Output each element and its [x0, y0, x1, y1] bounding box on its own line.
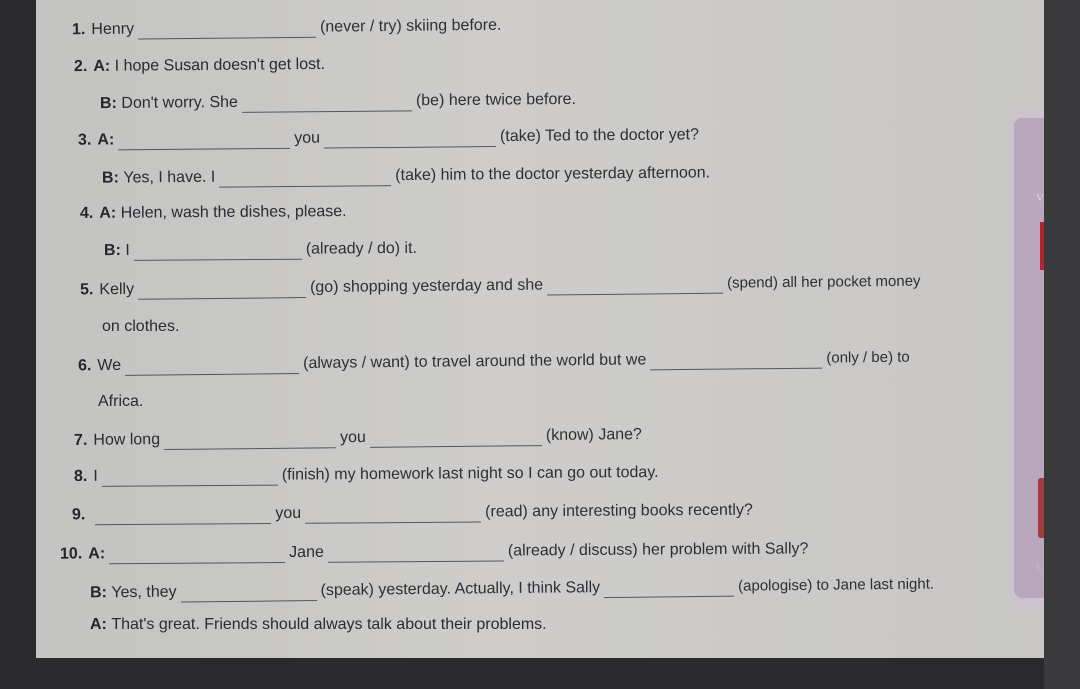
verb-hint: (only / be) to: [826, 348, 910, 367]
sentence-text: you: [294, 129, 321, 147]
answer-blank-10a[interactable]: [109, 548, 285, 564]
item-number: 6.: [77, 357, 92, 375]
side-tab-letter: L: [1036, 562, 1043, 574]
answer-blank-1[interactable]: [138, 23, 316, 40]
answer-blank-10c[interactable]: [181, 586, 317, 602]
exercise-9: [72, 501, 753, 526]
exercise-10-a: [60, 539, 809, 564]
speaker-label: A:: [90, 616, 107, 633]
sentence-text: Don't worry. She: [121, 93, 238, 112]
verb-hint: (read) any interesting books recently?: [485, 501, 753, 521]
verb-hint: (apologise) to Jane last night.: [738, 575, 935, 595]
sentence-text: I: [125, 241, 130, 259]
exercise-2-a: [74, 55, 325, 77]
answer-blank-6a[interactable]: [125, 359, 299, 376]
speaker-label: A:: [93, 57, 111, 75]
answer-blank-9a[interactable]: [95, 509, 271, 525]
verb-hint: (go) shopping yesterday and she: [309, 276, 544, 296]
answer-blank-10d[interactable]: [604, 582, 734, 598]
item-number: 4.: [79, 204, 94, 222]
item-number: 2.: [73, 57, 88, 76]
verb-hint: (speak) yesterday. Actually, I think Sally: [320, 579, 601, 600]
answer-blank-3a[interactable]: [118, 134, 290, 151]
exercise-7: [74, 425, 642, 451]
speaker-label: B:: [99, 94, 117, 113]
exercise-2-b: [100, 90, 576, 114]
sentence-text: How long: [93, 431, 161, 449]
verb-hint: (already / discuss) her problem with Sally?: [507, 540, 809, 560]
answer-blank-4[interactable]: [134, 245, 302, 261]
speaker-label: B:: [103, 241, 121, 260]
item-number: 7.: [73, 431, 88, 449]
verb-hint: (never / try) skiing before.: [319, 16, 502, 36]
exercise-3-b: [102, 163, 710, 188]
exercise-4-a: [80, 202, 347, 224]
sentence-text: Jane: [289, 543, 324, 562]
sentence-text: That's great. Friends should always talk about their problems.: [111, 616, 547, 633]
answer-blank-7a[interactable]: [164, 433, 336, 450]
speaker-label: A:: [99, 204, 117, 222]
answer-blank-3c[interactable]: [219, 171, 391, 188]
answer-blank-5b[interactable]: [547, 279, 723, 296]
exercise-4-b: [104, 239, 417, 261]
sentence-text: I: [93, 467, 98, 485]
sentence-text: you: [339, 428, 366, 447]
sentence-text: Kelly: [99, 280, 135, 299]
verb-hint: (take) him to the doctor yesterday afternoon.: [395, 164, 711, 185]
answer-blank-7b[interactable]: [370, 431, 542, 448]
item-number: 9.: [71, 506, 86, 524]
sentence-text: Yes, I have. I: [123, 168, 216, 187]
sentence-text: We: [97, 356, 122, 375]
answer-blank-8[interactable]: [102, 471, 278, 487]
book-spine: [1044, 0, 1080, 689]
exercise-6-cont: [98, 392, 143, 412]
exercise-5: [80, 272, 921, 301]
sentence-text: I hope Susan doesn't get lost.: [114, 55, 326, 75]
verb-hint: (take) Ted to the doctor yet?: [499, 126, 700, 146]
speaker-label: A:: [97, 131, 115, 149]
item-number: 10.: [59, 545, 83, 563]
answer-blank-3b[interactable]: [324, 132, 496, 149]
answer-blank-5a[interactable]: [138, 283, 306, 300]
speaker-label: A:: [88, 545, 106, 563]
exercise-6: [78, 348, 910, 377]
answer-blank-2[interactable]: [242, 96, 412, 112]
exercise-1: [72, 16, 502, 40]
verb-hint: (know) Jane?: [545, 426, 642, 445]
item-number: 5.: [79, 281, 94, 299]
item-number: 3.: [77, 131, 92, 149]
sentence-text: you: [275, 504, 302, 522]
exercise-3-a: [78, 125, 699, 150]
exercise-8: [74, 463, 659, 487]
verb-hint: (finish) my homework last night so I can go out today.: [281, 463, 659, 484]
verb-hint: (always / want) to travel around the world but we: [302, 351, 647, 372]
side-tab-letter: V: [1036, 192, 1044, 204]
verb-hint: (spend) all her pocket money: [726, 272, 921, 292]
verb-hint: (already / do) it.: [305, 239, 418, 258]
item-number: 1.: [71, 21, 86, 39]
sentence-text: Henry: [91, 20, 135, 39]
exercise-10-b: [90, 575, 934, 604]
sentence-text: Helen, wash the dishes, please.: [120, 203, 347, 222]
sentence-continuation: on clothes.: [102, 318, 180, 335]
sentence-continuation: Africa.: [98, 393, 144, 410]
item-number: 8.: [73, 467, 88, 486]
sentence-text: Yes, they: [111, 583, 177, 602]
exercise-5-cont: [102, 317, 179, 337]
speaker-label: B:: [101, 169, 119, 187]
answer-blank-9b[interactable]: [305, 508, 481, 524]
exercise-10-c: [90, 615, 547, 635]
answer-blank-10b[interactable]: [328, 547, 504, 563]
verb-hint: (be) here twice before.: [415, 90, 577, 110]
worksheet-page: [36, 0, 1044, 658]
answer-blank-6b[interactable]: [650, 354, 822, 371]
speaker-label: B:: [89, 584, 107, 602]
